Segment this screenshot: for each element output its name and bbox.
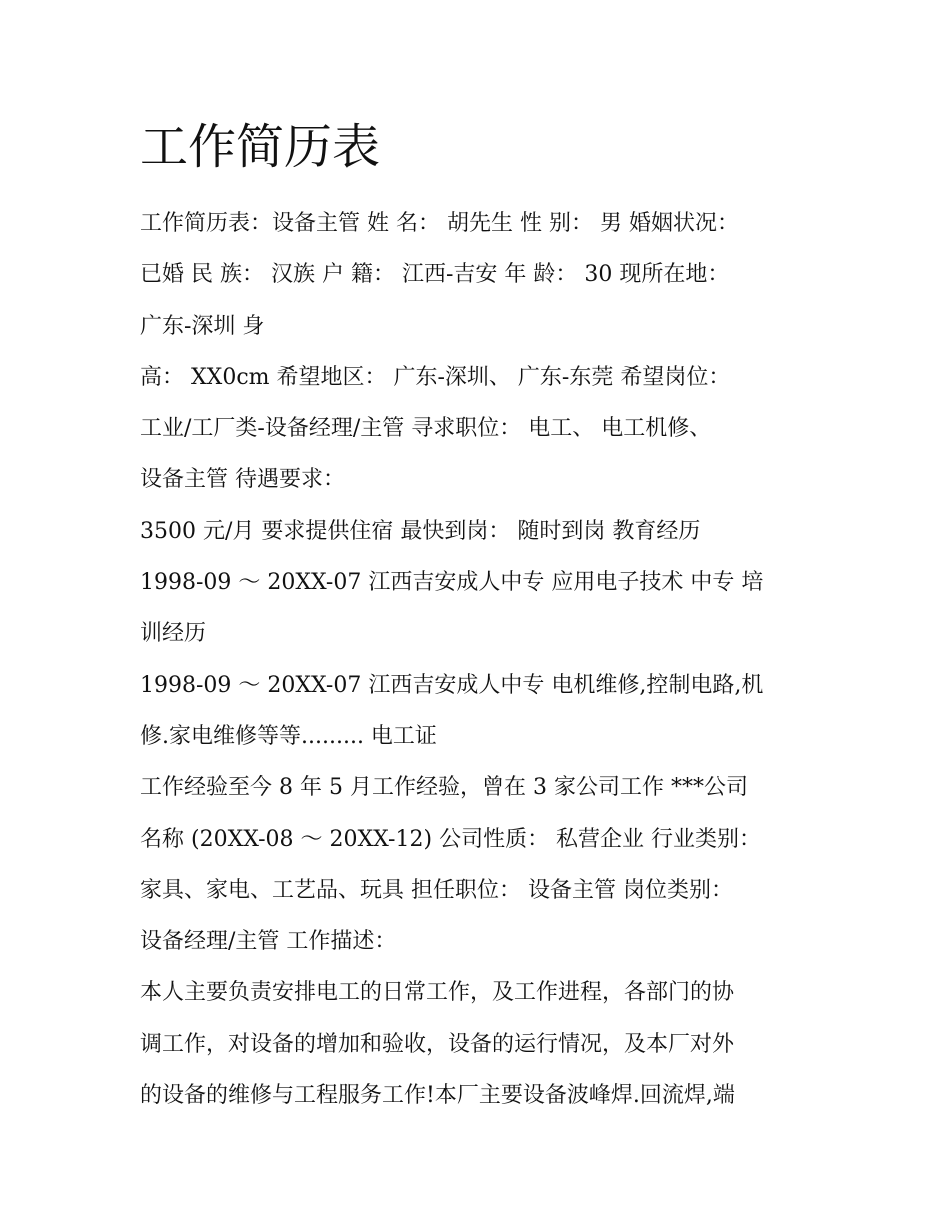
body-line: 3500 元/月 要求提供住宿 最快到岗： 随时到岗 教育经历 bbox=[140, 518, 701, 544]
body-line: 工作经验至今 8 年 5 月工作经验，曾在 3 家公司工作 ***公司 bbox=[140, 775, 748, 801]
body-line: 家具、家电、工艺品、玩具 担任职位： 设备主管 岗位类别： bbox=[140, 877, 733, 903]
body-line: 的设备的维修与工程服务工作!本厂主要设备波峰焊.回流焊,端 bbox=[140, 1083, 735, 1109]
body-line: 训经历 bbox=[140, 621, 207, 647]
body-line: 工作简历表：设备主管 姓 名： 胡先生 性 别： 男 婚姻状况： bbox=[140, 211, 739, 236]
body-line: 本人主要负责安排电工的日常工作，及工作进程，各部门的协 bbox=[140, 980, 735, 1006]
body-line: 高： XX0cm 希望地区： 广东-深圳、 广东-东莞 希望岗位： bbox=[140, 364, 731, 390]
document-body bbox=[140, 198, 820, 1121]
body-line: 修.家电维修等等......... 电工证 bbox=[140, 723, 437, 749]
body-line: 1998-09 ～ 20XX-07 江西吉安成人中专 电机维修,控制电路,机 bbox=[140, 672, 764, 698]
body-line: 名称 (20XX-08 ～ 20XX-12) 公司性质： 私营企业 行业类别： bbox=[140, 826, 762, 852]
body-line: 1998-09 ～ 20XX-07 江西吉安成人中专 应用电子技术 中专 培 bbox=[140, 570, 764, 596]
body-line: 已婚 民 族： 汉族 户 籍： 江西-吉安 年 龄： 30 现所在地： bbox=[140, 262, 730, 288]
body-line: 设备经理/主管 工作描述： bbox=[140, 929, 397, 955]
body-line: 设备主管 待遇要求： bbox=[140, 467, 345, 493]
body-line: 调工作，对设备的增加和验收，设备的运行情况，及本厂对外 bbox=[140, 1031, 735, 1057]
document-title: 工作简历表 bbox=[140, 119, 381, 175]
body-line: 工业/工厂类-设备经理/主管 寻求职位： 电工、 电工机修、 bbox=[140, 416, 712, 442]
body-line: 广东-深圳 身 bbox=[140, 313, 265, 339]
